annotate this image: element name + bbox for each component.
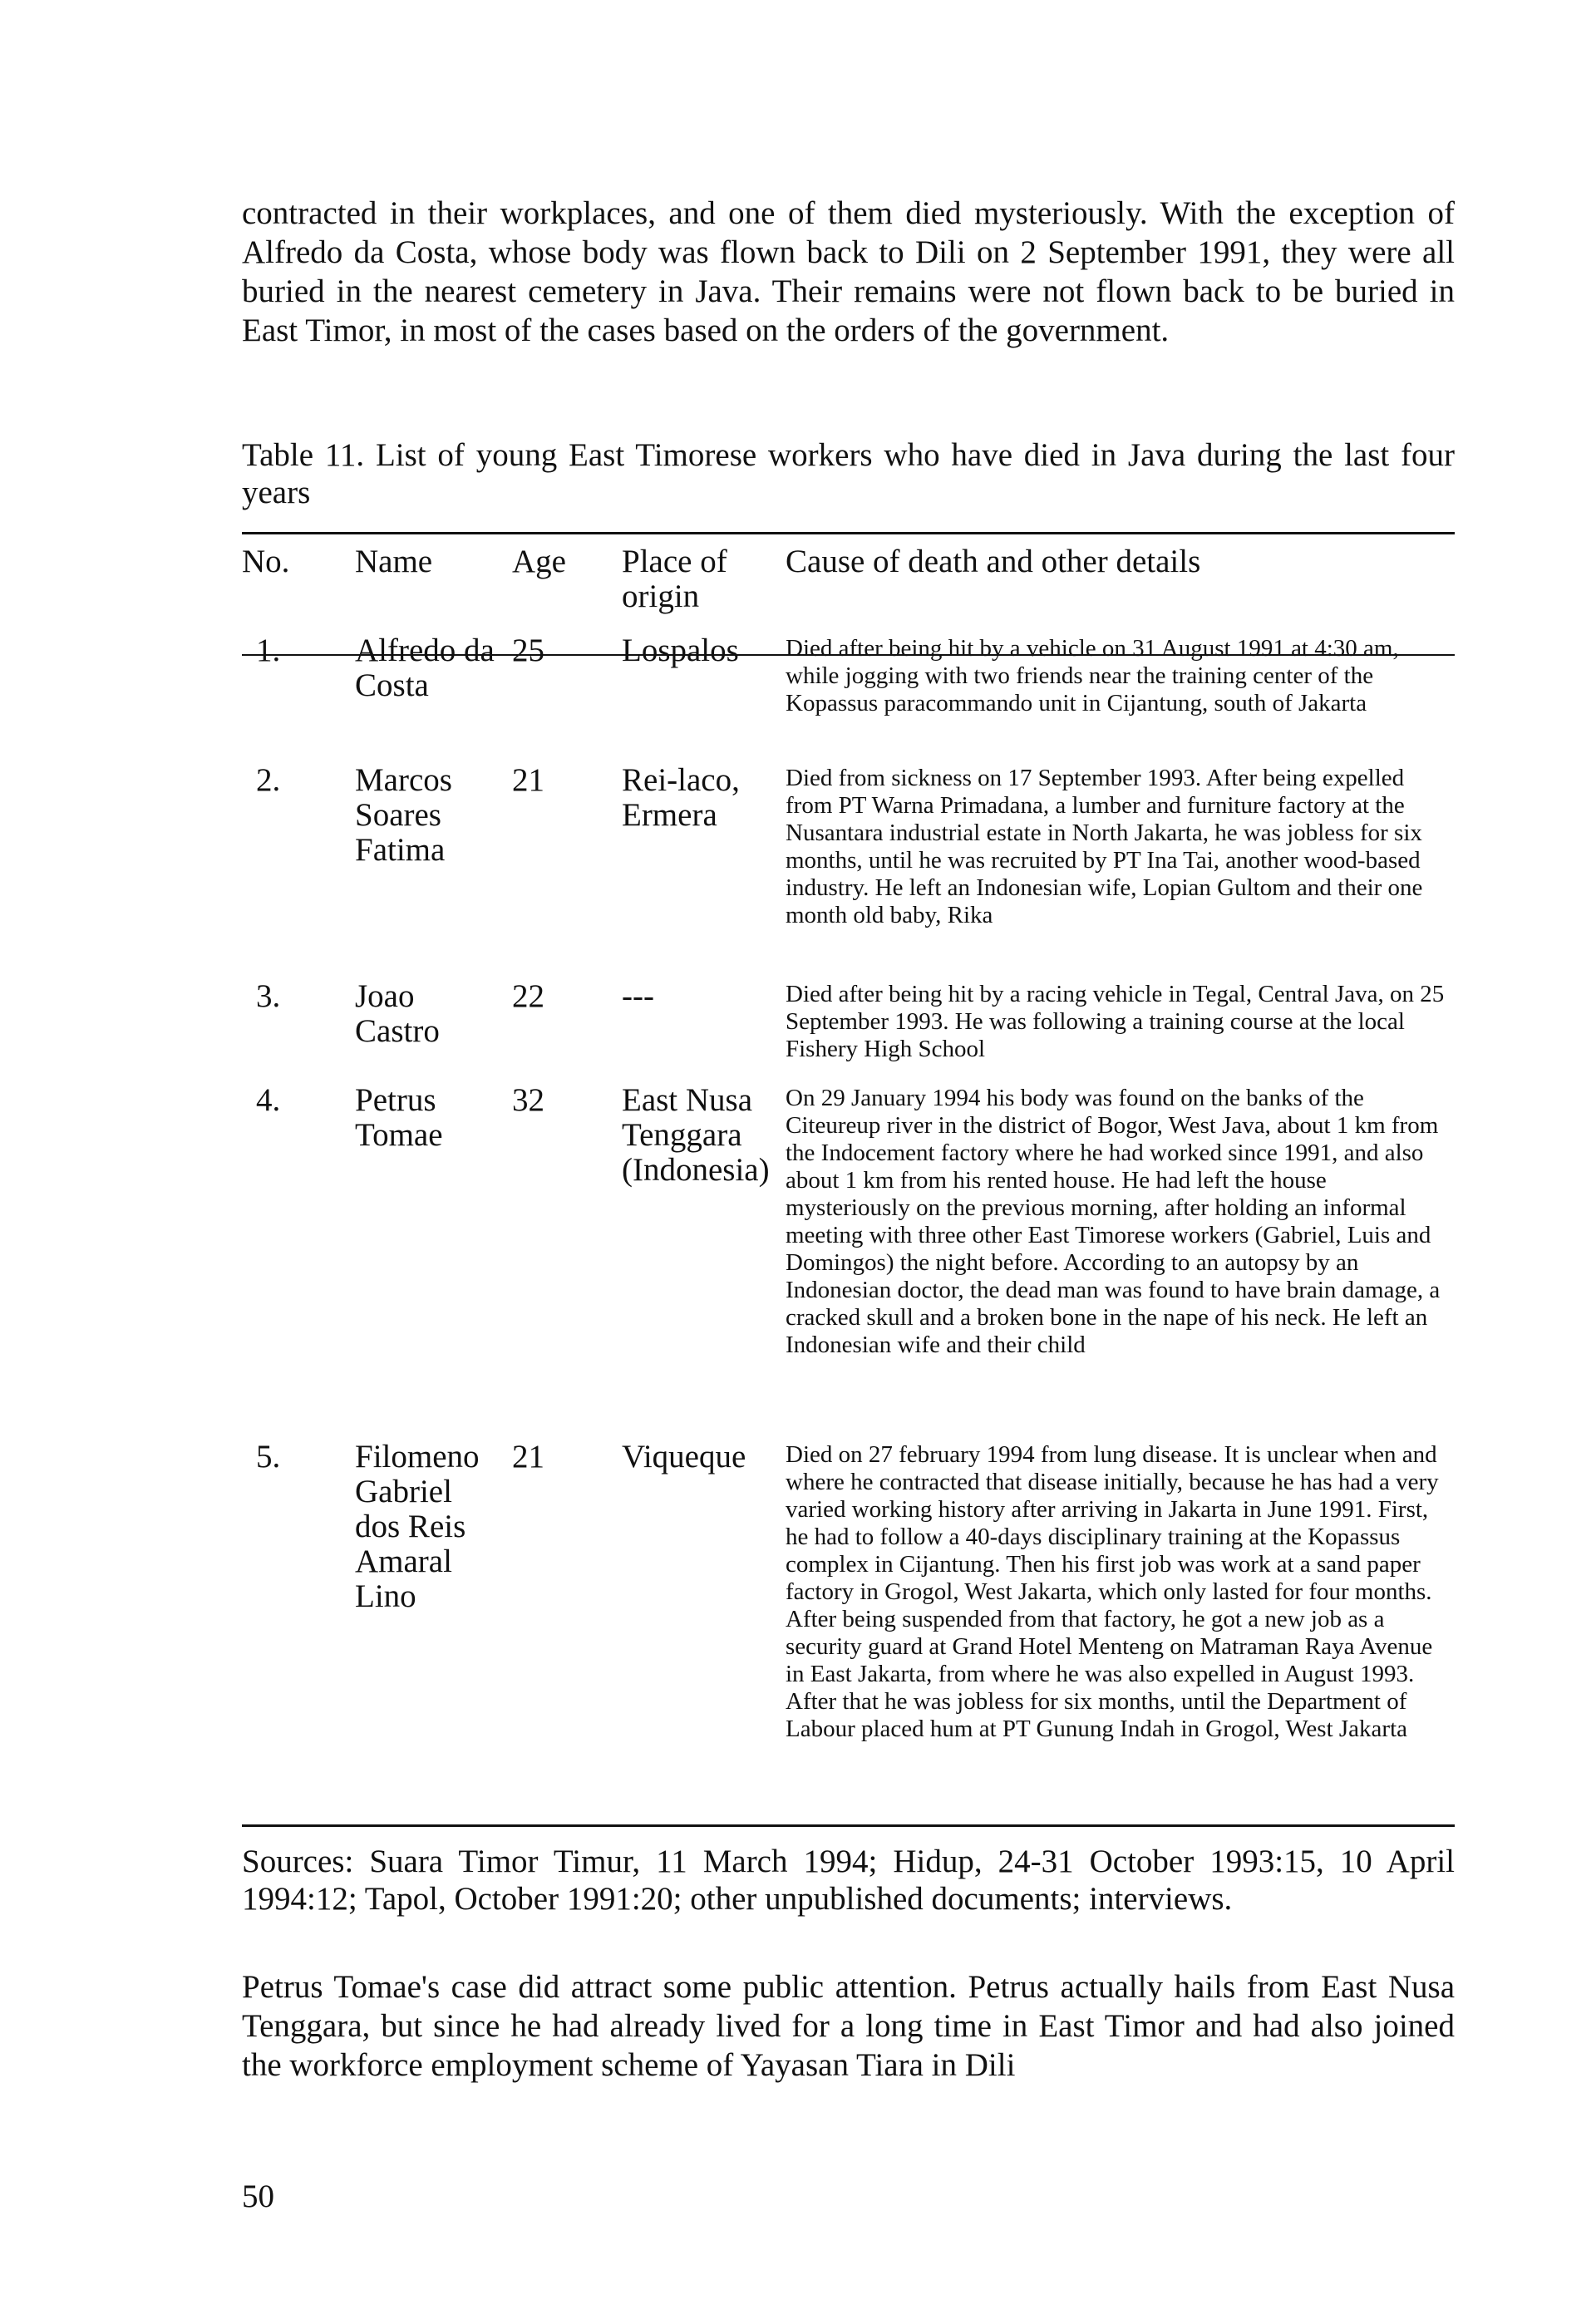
row-age: 21 bbox=[512, 762, 544, 798]
row-age: 21 bbox=[512, 1439, 544, 1475]
row-age: 22 bbox=[512, 978, 544, 1014]
intro-paragraph: contracted in their workplaces, and one of them died mysteriously. With the exception of Alfredo da Costa, whose body was flown back to Dili on 2 September 1991, they were all buried in the nearest cemetery in Java. Their remains were not flown back to be buried in East Timor, in most of the cases based on the orders of the government. bbox=[242, 195, 1455, 348]
header-name: Name bbox=[355, 544, 433, 579]
row-place: Lospalos bbox=[622, 633, 739, 668]
row-place: East Nusa Tenggara (Indonesia) bbox=[622, 1082, 770, 1188]
row-number: 5. bbox=[256, 1439, 281, 1475]
row-name: Alfredo da Costa bbox=[355, 633, 495, 703]
row-cause: Died from sickness on 17 September 1993. After being expelled from PT Warna Primadana, a lumber and furniture factory at the Nusantara industrial estate in North Jakarta, he was jobless for six months, until he was recruited by PT Ina Tai, another wood-based industry. He left an Indonesian wife, Lopian Gultom and their one month old baby, Rika bbox=[786, 765, 1423, 928]
row-cause: Died after being hit by a vehicle on 31 August 1991 at 4:30 am, while jogging with two friends near the training center of the Kopassus paracommando unit in Cijantung, south of Jakarta bbox=[786, 635, 1399, 716]
row-name: Petrus Tomae bbox=[355, 1082, 443, 1153]
header-age: Age bbox=[512, 544, 566, 579]
row-cause: Died on 27 february 1994 from lung disease. It is unclear when and where he contracted that disease initially, because he has had a very varied working history after arriving in Jakarta in June 1991. First, he had to follow a 40-days disciplinary training at the Kopassus complex in Cijantung. Then his first job was work at a sand paper factory in Grogol, West Jakarta, which only lasted for four months. After being suspended from that factory, he got a new job as a security guard at Grand Hotel Menteng on Matraman Raya Avenue in East Jakarta, from where he was also expelled in August 1993. After that he was jobless for six months, until the Department of Labour placed hum at PT Gunung Indah in Grogol, West Jakarta bbox=[786, 1441, 1439, 1742]
row-age: 32 bbox=[512, 1082, 544, 1118]
row-cause: On 29 January 1994 his body was found on the banks of the Citeureup river in the district of Bogor, West Java, about 1 km from the Indocement factory where he had worked since 1991, and also about 1 km from his rented house. He had left the house mysteriously on the previous morning, after holding an informal meeting with three other East Timorese workers (Gabriel, Luis and Domingos) the night before. According to an autopsy by an Indonesian doctor, the dead man was found to have brain damage, a cracked skull and a broken bone in the nape of his neck. He left an Indonesian wife and their child bbox=[786, 1085, 1441, 1358]
row-name: Filomeno Gabriel dos Reis Amaral Lino bbox=[355, 1439, 480, 1614]
header-place-of-origin: Place of origin bbox=[622, 544, 727, 614]
row-place: Viqueque bbox=[622, 1439, 746, 1475]
row-number: 4. bbox=[256, 1082, 281, 1118]
table-top-rule bbox=[242, 532, 1455, 534]
closing-paragraph: Petrus Tomae's case did attract some public attention. Petrus actually hails from East Nusa Tenggara, but since he had already lived for a long time in East Timor and had also joined the workforce employment scheme of Yayasan Tiara in Dili bbox=[242, 1969, 1455, 2083]
table-caption: Table 11. List of young East Timorese workers who have died in Java during the last four years bbox=[242, 437, 1455, 510]
row-number: 3. bbox=[256, 978, 281, 1014]
row-name: Marcos Soares Fatima bbox=[355, 762, 452, 868]
row-number: 1. bbox=[256, 633, 281, 668]
sources-note: Sources: Suara Timor Timur, 11 March 1994; Hidup, 24-31 October 1993:15, 10 April 1994:12; Tapol, October 1991:20; other unpublished documents; interviews. bbox=[242, 1844, 1455, 1917]
row-place: --- bbox=[622, 978, 654, 1014]
row-number: 2. bbox=[256, 762, 281, 798]
row-age: 25 bbox=[512, 633, 544, 668]
row-name: Joao Castro bbox=[355, 978, 440, 1049]
row-cause: Died after being hit by a racing vehicle in Tegal, Central Java, on 25 September 1993. He was following a training course at the local Fishery High School bbox=[786, 981, 1445, 1062]
header-no: No. bbox=[242, 544, 290, 579]
page-number: 50 bbox=[242, 2179, 274, 2214]
table-bottom-rule bbox=[242, 1824, 1455, 1827]
row-place: Rei-laco, Ermera bbox=[622, 762, 740, 833]
header-cause-of-death: Cause of death and other details bbox=[786, 544, 1201, 579]
